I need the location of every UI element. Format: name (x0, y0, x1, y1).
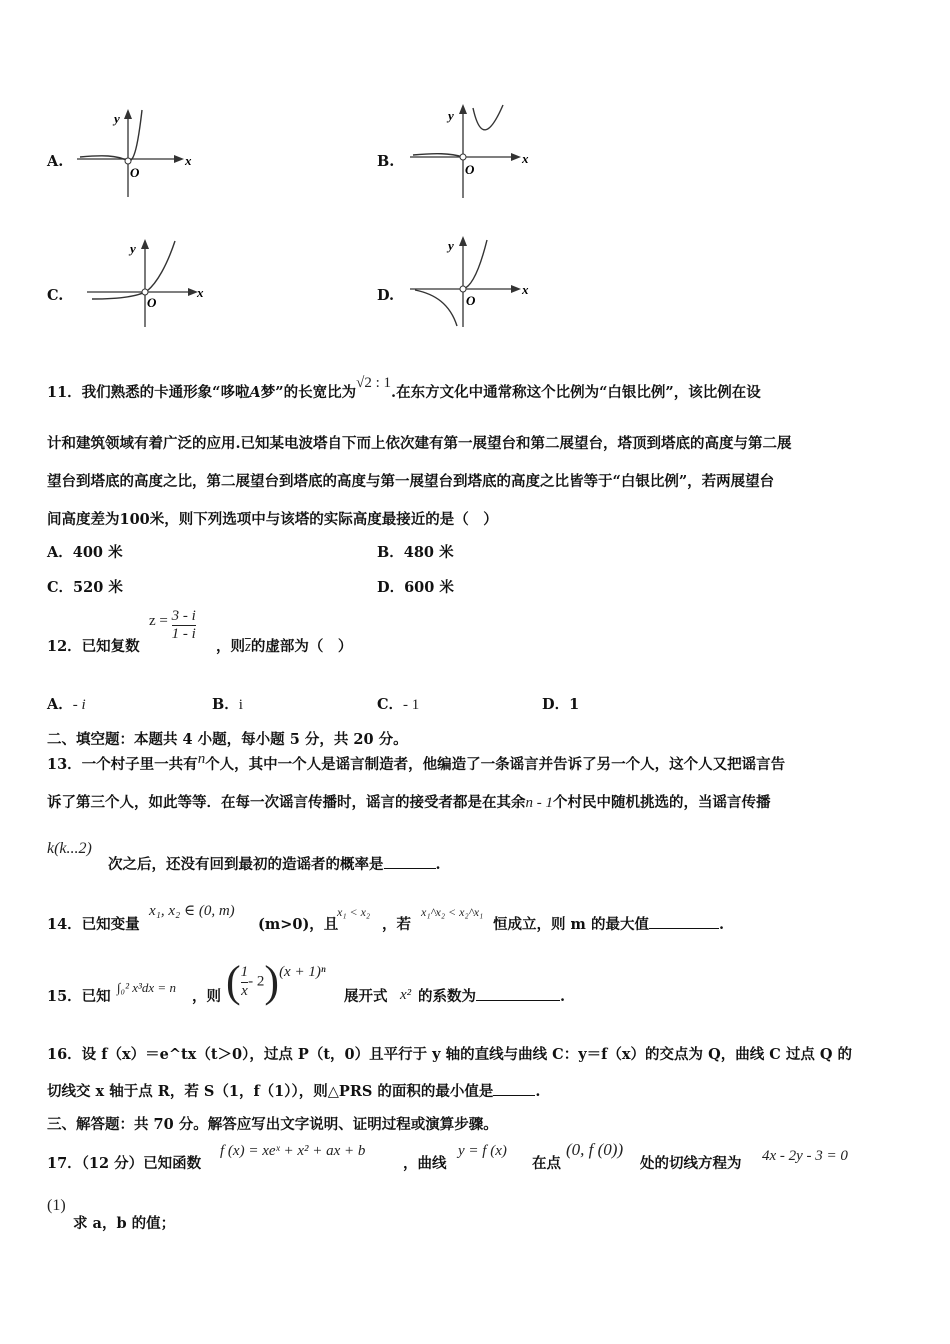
origin-label: O (130, 165, 140, 180)
q14-suffix: 恒成立，则 m 的最大值 . (493, 913, 724, 934)
axis-x-label: x (185, 153, 192, 168)
q16-line2: 切线交 x 轴于点 R，若 S（1，f（1）），则△PRS 的面积的最小值是 . (47, 1080, 540, 1101)
q15-integral-formula: ∫₀² x³dx = n (117, 980, 176, 995)
q11-line3: 望台到塔底的高度之比，第二展望台到塔底的高度与第一展望台到塔底的高度之比皆等于“白银比例”，若两展望台 (47, 473, 775, 490)
q14-domain-formula: x₁, x₂ ∈ (0, m) (149, 903, 235, 919)
svg-text:x: x (197, 285, 204, 300)
q11-line1: 11．我们熟悉的卡通形象“哆啦A梦”的长宽比为√2 : 1.在东方文化中通常称这个比例为“白银比例”，该比例在设 (47, 375, 761, 401)
q17-sub1-text: 求 a，b 的值； (73, 1215, 176, 1232)
q17-sub1-number: (1) (47, 1197, 66, 1214)
svg-text:y: y (448, 108, 454, 123)
q17-mid3: 处的切线方程为 (640, 1155, 742, 1172)
q12-mid: ，则$\overline{z}$的虚部为（ ） (216, 638, 353, 655)
svg-text:x: x (522, 282, 529, 297)
q11-option-a: A．400 米 (47, 544, 123, 561)
q15-mid1: ，则 (192, 988, 221, 1005)
section-2-heading: 二、填空题：本题共 4 小题，每小题 5 分，共 20 分。 (47, 731, 408, 748)
q15-binomial-formula: ( $\frac{1}{x}$ - 2)(x + 1)ⁿ (226, 957, 326, 1006)
q17-point-formula: (0, f (0)) (566, 1140, 624, 1159)
svg-text:y: y (448, 238, 454, 253)
silver-ratio-formula: √2 : 1 (356, 375, 392, 391)
q16-line1: 16．设 f（x）＝e^tx（t＞0），过点 P（t，0）且平行于 y 轴的直线与曲线 C：y＝f（x）的交点为 Q，曲线 C 过点 Q 的 (47, 1046, 853, 1063)
answer-blank[interactable] (649, 914, 719, 930)
svg-text:O: O (147, 295, 157, 310)
option-a-label: A. (47, 153, 64, 170)
q11-line4: 间高度差为100米，则下列选项中与该塔的实际高度最接近的是（ ） (47, 511, 498, 528)
option-c-label: C. (47, 287, 64, 304)
q12-prefix: 12．已知复数 (47, 638, 140, 655)
q15-mid2: 展开式 (344, 988, 388, 1005)
q15-suffix: 的系数为 . (418, 985, 565, 1006)
q15-x2: x² (400, 987, 412, 1003)
graph-b (405, 100, 530, 200)
q15-prefix: 15．已知 (47, 988, 111, 1005)
q17-curve-formula: y = f (x) (458, 1143, 507, 1159)
q11-line2: 计和建筑领域有着广泛的应用.已知某电波塔自下而上依次建有第一展望台和第二展望台，塔顶到塔底的高度与第二展 (47, 435, 792, 452)
q11-option-b: B．480 米 (377, 544, 454, 561)
q14-ineq-formula: x₁^x₂ < x₂^x₁ (421, 905, 484, 919)
z-conjugate: $\overline{z}$ (245, 639, 251, 655)
graph-c (82, 235, 207, 330)
q17-function-formula: f (x) = xeˣ + x² + ax + b (220, 1143, 366, 1159)
q13-line3: 次之后，还没有回到最初的造谣者的概率是 . (108, 853, 441, 874)
q14-prefix: 14．已知变量 (47, 916, 140, 933)
q17-tangent-formula: 4x - 2y - 3 = 0 (762, 1148, 848, 1164)
q12-option-d: D．1 (542, 696, 580, 713)
q12-option-b: B．i (212, 696, 243, 713)
answer-blank[interactable] (493, 1081, 535, 1097)
q14-mid2: ，若 (382, 916, 411, 933)
q12-option-a: A．- i (47, 696, 86, 713)
q11-option-c: C．520 米 (47, 579, 123, 596)
q13-k-formula: k(k...2) (47, 840, 92, 857)
svg-text:O: O (465, 162, 475, 177)
q14-order-formula: x₁ < x₂ (337, 905, 371, 919)
q14-mid1: (m>0)，且 (258, 916, 339, 933)
q17-prefix: 17．（12 分）已知函数 (47, 1155, 202, 1172)
svg-text:y: y (130, 241, 136, 256)
option-b-label: B. (377, 153, 395, 170)
q12-z-formula: z = $\frac{3 - i}{1 - i}$ (149, 608, 196, 643)
q17-mid2: 在点 (532, 1155, 561, 1172)
q13-line2: 诉了第三个人，如此等等．在每一次谣言传播时，谣言的接受者都是在其余n - 1个村民中随机挑选的，当谣言传播 (47, 794, 771, 811)
graph-d (405, 232, 530, 332)
answer-blank[interactable] (476, 986, 560, 1002)
axis-y-label: y (114, 111, 120, 126)
option-d-label: D. (377, 287, 395, 304)
q13-line1: 13．一个村子里一共有n个人，其中一个人是谣言制造者，他编造了一条谣言并告诉了另一个人，这个人又把谣言告 (47, 751, 786, 773)
graph-a (72, 105, 192, 200)
q11-option-d: D．600 米 (377, 579, 454, 596)
q12-option-c: C．- 1 (377, 696, 420, 713)
svg-text:x: x (522, 151, 529, 166)
svg-text:O: O (466, 293, 476, 308)
section-3-heading: 三、解答题：共 70 分。解答应写出文字说明、证明过程或演算步骤。 (47, 1116, 498, 1133)
q17-mid1: ，曲线 (403, 1155, 447, 1172)
answer-blank[interactable] (384, 854, 436, 870)
